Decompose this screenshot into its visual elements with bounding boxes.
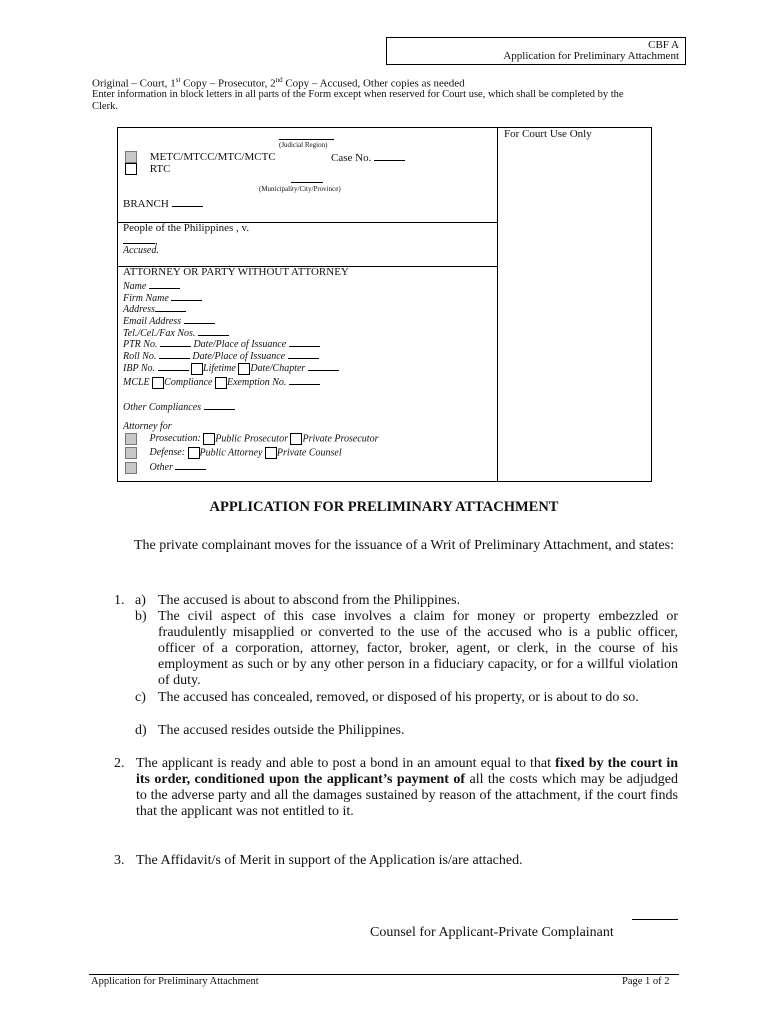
item-2-text (136, 756, 678, 820)
email-field[interactable] (184, 314, 215, 324)
municipality-field[interactable] (291, 182, 323, 183)
address-field[interactable] (155, 302, 186, 312)
copies-text-3: Copy – Accused, Other copies as needed (282, 77, 465, 90)
other-checkbox[interactable] (125, 462, 137, 474)
caption-table (117, 127, 652, 482)
intro-paragraph: The private complainant moves for the issuance of a Writ of Preliminary Attachment, and states: (134, 538, 674, 553)
other-field[interactable] (175, 460, 206, 470)
item-1d-label: d) (135, 723, 147, 738)
branch-field[interactable] (172, 197, 203, 207)
lifetime-checkbox[interactable] (191, 363, 203, 375)
copies-sup-1: st (175, 76, 181, 84)
public-prosecutor-checkbox[interactable] (203, 433, 215, 445)
instructions: Enter information in block letters in all parts of the Form except when reserved for Court use, which shall be completed by the Clerk. (92, 89, 624, 112)
item-number-3: 3. (114, 853, 125, 868)
firm-name-field[interactable] (171, 291, 202, 301)
court-type-checkbox-rtc[interactable] (125, 163, 137, 175)
footer-rule (89, 974, 679, 975)
ibp-field[interactable] (158, 361, 189, 371)
firm-name-label: Firm Name (123, 293, 169, 304)
attorney-for-label: Attorney for (123, 421, 172, 432)
signature-label: Counsel for Applicant-Private Complainant (370, 925, 614, 940)
court-type-checkbox-metc[interactable] (125, 151, 137, 163)
other-label: Other (149, 462, 173, 473)
prosecution-label: Prosecution: (149, 433, 201, 445)
accused-name-field[interactable] (123, 234, 155, 244)
mcle-label: MCLE (123, 377, 150, 388)
item-3-text: The Affidavit/s of Merit in support of the Application is/are attached. (136, 853, 523, 868)
table-divider (497, 127, 498, 481)
item-2-bold: fixed by the court in its order, conditioned upon the applicant’s payment of (136, 756, 678, 787)
roll-field[interactable] (159, 349, 190, 359)
date-chapter-checkbox[interactable] (238, 363, 250, 375)
item-2-text-a: The applicant is ready and able to post a bond in an amount equal to that (136, 756, 556, 771)
public-prosecutor-label: Public Prosecutor (215, 433, 288, 445)
case-no-label: Case No. (331, 152, 372, 164)
item-1d-text: The accused resides outside the Philippines. (158, 723, 405, 738)
item-1b-text: The civil aspect of this case involves a claim for money or property embezzled or fraudulently misapplied or converted to the use of the accused who is a public officer, officer of a corporation, attorney, factor, broker, agent, or clerk, in the course of his employment as such or by any other person in a fiduciary capacity, or for a willful violation of duty. (158, 609, 678, 688)
copies-sup-2: nd (275, 76, 283, 84)
case-no-field[interactable] (374, 151, 405, 161)
other-compliances-label: Other Compliances (123, 402, 202, 413)
branch-label: BRANCH (123, 198, 169, 210)
private-counsel-checkbox[interactable] (265, 447, 277, 459)
ptr-label: PTR No. (123, 339, 158, 350)
court-use-label: For Court Use Only (504, 128, 592, 140)
private-prosecutor-label: Private Prosecutor (302, 433, 379, 445)
document-title: APPLICATION FOR PRELIMINARY ATTACHMENT (209, 499, 559, 515)
name-field[interactable] (149, 279, 180, 289)
item-number-1: 1. (114, 593, 125, 608)
public-attorney-label: Public Attorney (199, 447, 263, 459)
people-line: People of the Philippines , v. (123, 222, 250, 234)
address-label: Address (123, 304, 155, 315)
tel-field[interactable] (198, 326, 229, 336)
tel-label: Tel./Cel./Fax Nos. (123, 328, 196, 339)
defense-checkbox[interactable] (125, 447, 137, 459)
exemption-field[interactable] (289, 375, 320, 385)
item-1b-label: b) (135, 609, 147, 624)
name-label: Name (123, 281, 147, 292)
copies-text-1: Original – Court, 1 (92, 77, 176, 90)
item-1c-label: c) (135, 690, 146, 705)
email-label: Email Address (123, 316, 182, 327)
exemption-checkbox[interactable] (215, 377, 227, 389)
private-prosecutor-checkbox[interactable] (290, 433, 302, 445)
ptr-field[interactable] (160, 337, 191, 347)
defense-label: Defense: (149, 447, 186, 459)
exemption-label: Exemption No. (227, 377, 287, 388)
item-number-2: 2. (114, 756, 125, 771)
date-chapter-label: Date/Chapter (250, 363, 306, 374)
footer-title: Application for Preliminary Attachment (91, 976, 259, 987)
ibp-label: IBP No. (123, 363, 156, 374)
ptr-date-label: Date/Place of Issuance (193, 339, 287, 350)
item-1a-label: a) (135, 593, 146, 608)
judicial-region-label: (Judicial Region) (279, 139, 334, 149)
roll-label: Roll No. (123, 351, 157, 362)
municipality-label: (Municipality/City/Province) (259, 185, 341, 193)
lifetime-label: Lifetime (203, 363, 236, 374)
page-number: Page 1 of 2 (622, 976, 670, 987)
copies-distribution (92, 76, 465, 90)
court-option-rtc: RTC (149, 163, 171, 175)
accused-label: Accused. (123, 245, 159, 256)
signature-line[interactable] (632, 919, 678, 920)
item-2-text-b: all the costs which may be adjudged to the adverse party and all the damages sustained by reason of the attachment, if the court finds that the applicant was not entitled to it. (136, 772, 678, 819)
item-1a-text: The accused is about to abscond from the Philippines. (158, 593, 461, 608)
ptr-date-field[interactable] (289, 337, 320, 347)
form-header-title: Application for Preliminary Attachment (503, 50, 679, 62)
roll-date-label: Date/Place of Issuance (192, 351, 286, 362)
attorney-heading: ATTORNEY OR PARTY WITHOUT ATTORNEY (123, 266, 349, 278)
form-code-box (386, 37, 686, 65)
copies-text-2: Copy – Prosecutor, 2 (180, 77, 276, 90)
accused-comma: , (155, 235, 158, 247)
date-chapter-field[interactable] (308, 361, 339, 371)
prosecution-checkbox[interactable] (125, 433, 137, 445)
compliance-checkbox[interactable] (152, 377, 164, 389)
item-1c-text: The accused has concealed, removed, or disposed of his property, or is about to do so. (158, 690, 639, 705)
form-code: CBF A (648, 39, 679, 51)
court-option-metc: METC/MTCC/MTC/MCTC (149, 151, 276, 163)
compliance-label: Compliance (164, 377, 213, 388)
roll-date-field[interactable] (288, 349, 319, 359)
public-attorney-checkbox[interactable] (188, 447, 200, 459)
other-compliances-field[interactable] (204, 400, 235, 410)
private-counsel-label: Private Counsel (276, 447, 342, 459)
